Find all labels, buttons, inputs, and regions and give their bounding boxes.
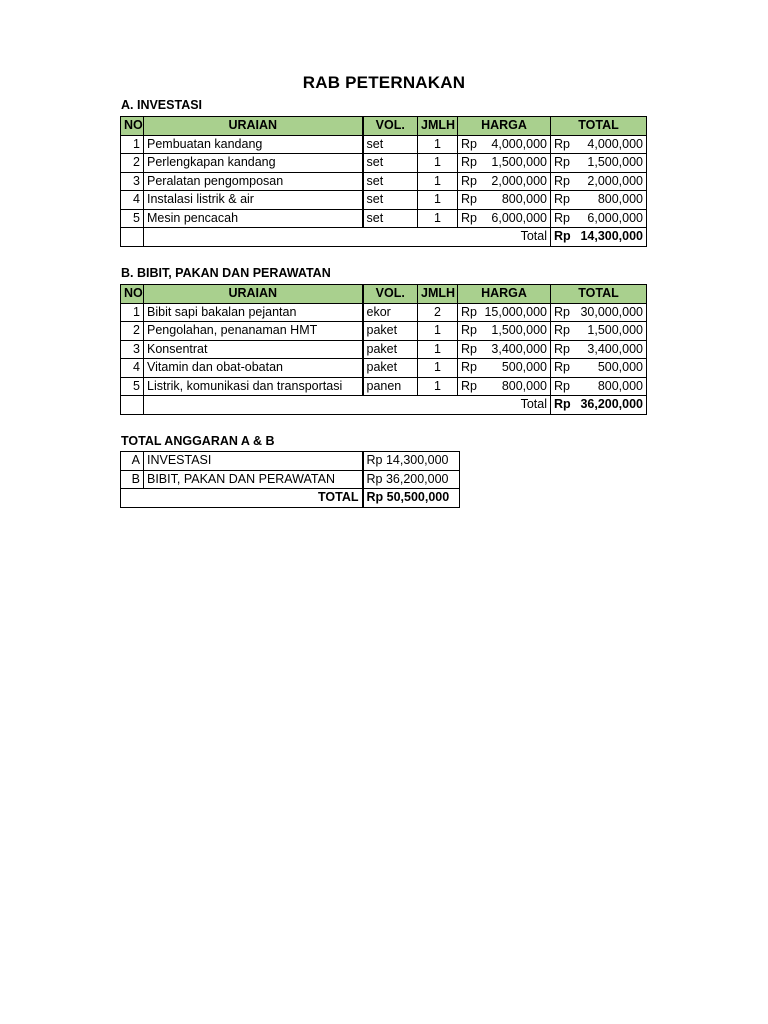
row-total-amount: 2,000,000 bbox=[587, 173, 643, 188]
summary-total-label: TOTAL bbox=[121, 489, 363, 508]
currency-label: Rp bbox=[461, 360, 477, 375]
currency-label: Rp bbox=[554, 173, 570, 188]
row-no: 5 bbox=[121, 209, 144, 228]
currency-label: Rp bbox=[554, 341, 570, 356]
row-total bbox=[551, 154, 647, 173]
row-uraian: Peralatan pengomposan bbox=[144, 172, 363, 191]
currency-label: Rp bbox=[461, 192, 477, 207]
total-label: Total bbox=[144, 228, 551, 247]
table-row bbox=[121, 172, 647, 191]
row-harga-amount: 1,500,000 bbox=[491, 323, 547, 338]
row-jmlh: 1 bbox=[418, 172, 458, 191]
row-vol: set bbox=[363, 135, 418, 154]
row-vol: set bbox=[363, 191, 418, 210]
header-no: NO bbox=[121, 117, 144, 136]
row-jmlh: 1 bbox=[418, 209, 458, 228]
currency-label: Rp bbox=[461, 155, 477, 170]
section-a-title: A. INVESTASI bbox=[121, 98, 203, 112]
currency-label: Rp bbox=[461, 378, 477, 393]
row-vol: set bbox=[363, 209, 418, 228]
row-total bbox=[551, 340, 647, 359]
currency-label: Rp bbox=[461, 173, 477, 188]
row-no: 2 bbox=[121, 322, 144, 341]
currency-label: Rp bbox=[554, 192, 570, 207]
row-jmlh: 1 bbox=[418, 377, 458, 396]
row-no: 1 bbox=[121, 303, 144, 322]
summary-total-row bbox=[121, 489, 460, 508]
summary-value: Rp 14,300,000 bbox=[363, 452, 460, 471]
currency-label: Rp bbox=[554, 210, 570, 225]
empty-cell bbox=[121, 228, 144, 247]
table-row bbox=[121, 340, 647, 359]
row-uraian: Pengolahan, penanaman HMT bbox=[144, 322, 363, 341]
row-jmlh: 2 bbox=[418, 303, 458, 322]
row-harga bbox=[458, 154, 551, 173]
currency-label: Rp bbox=[554, 229, 571, 244]
row-jmlh: 1 bbox=[418, 154, 458, 173]
bibit-table bbox=[120, 284, 647, 415]
row-no: 2 bbox=[121, 154, 144, 173]
currency-label: Rp bbox=[554, 304, 570, 319]
row-uraian: Konsentrat bbox=[144, 340, 363, 359]
currency-label: Rp bbox=[554, 155, 570, 170]
row-harga bbox=[458, 359, 551, 378]
row-harga-amount: 800,000 bbox=[501, 378, 547, 393]
row-uraian: Pembuatan kandang bbox=[144, 135, 363, 154]
row-jmlh: 1 bbox=[418, 322, 458, 341]
table-row bbox=[121, 135, 647, 154]
currency-label: Rp bbox=[461, 210, 477, 225]
header-harga: HARGA bbox=[458, 117, 551, 136]
row-harga bbox=[458, 191, 551, 210]
row-harga-amount: 800,000 bbox=[501, 192, 547, 207]
table-row bbox=[121, 209, 647, 228]
row-total-amount: 30,000,000 bbox=[580, 304, 643, 319]
row-harga bbox=[458, 377, 551, 396]
header-vol: VOL. bbox=[363, 117, 418, 136]
row-total-amount: 1,500,000 bbox=[587, 323, 643, 338]
row-vol: ekor bbox=[363, 303, 418, 322]
currency-label: Rp bbox=[554, 378, 570, 393]
row-harga-amount: 2,000,000 bbox=[491, 173, 547, 188]
table-row bbox=[121, 191, 647, 210]
row-uraian: Mesin pencacah bbox=[144, 209, 363, 228]
row-total-amount: 500,000 bbox=[597, 360, 643, 375]
header-jmlh: JMLH bbox=[418, 285, 458, 304]
row-uraian: Perlengkapan kandang bbox=[144, 154, 363, 173]
row-jmlh: 1 bbox=[418, 359, 458, 378]
row-harga bbox=[458, 322, 551, 341]
summary-code: A bbox=[121, 452, 144, 471]
row-total bbox=[551, 135, 647, 154]
summary-label: BIBIT, PAKAN DAN PERAWATAN bbox=[144, 470, 363, 489]
total-label: Total bbox=[144, 396, 551, 415]
total-row bbox=[121, 396, 647, 415]
table-row bbox=[121, 359, 647, 378]
section-b-title: B. BIBIT, PAKAN DAN PERAWATAN bbox=[121, 266, 331, 280]
row-total bbox=[551, 191, 647, 210]
page-title: RAB PETERNAKAN bbox=[302, 73, 466, 92]
row-no: 3 bbox=[121, 340, 144, 359]
header-no: NO bbox=[121, 285, 144, 304]
row-no: 5 bbox=[121, 377, 144, 396]
summary-value: Rp 36,200,000 bbox=[363, 470, 460, 489]
row-no: 4 bbox=[121, 359, 144, 378]
table-header-row bbox=[121, 117, 647, 136]
row-jmlh: 1 bbox=[418, 191, 458, 210]
total-value bbox=[551, 396, 647, 415]
row-vol: panen bbox=[363, 377, 418, 396]
currency-label: Rp bbox=[554, 360, 570, 375]
row-total bbox=[551, 303, 647, 322]
row-uraian: Bibit sapi bakalan pejantan bbox=[144, 303, 363, 322]
table-row bbox=[121, 322, 647, 341]
row-total-amount: 4,000,000 bbox=[587, 136, 643, 151]
row-harga-amount: 500,000 bbox=[501, 360, 547, 375]
header-uraian: URAIAN bbox=[144, 285, 363, 304]
row-harga bbox=[458, 303, 551, 322]
summary-table bbox=[120, 451, 460, 508]
row-uraian: Instalasi listrik & air bbox=[144, 191, 363, 210]
table-row bbox=[121, 154, 647, 173]
summary-total-value: Rp 50,500,000 bbox=[363, 489, 460, 508]
header-uraian: URAIAN bbox=[144, 117, 363, 136]
row-harga-amount: 1,500,000 bbox=[491, 155, 547, 170]
row-no: 1 bbox=[121, 135, 144, 154]
row-jmlh: 1 bbox=[418, 135, 458, 154]
table-row bbox=[121, 377, 647, 396]
total-amount: 14,300,000 bbox=[580, 229, 643, 244]
summary-label: INVESTASI bbox=[144, 452, 363, 471]
row-harga-amount: 15,000,000 bbox=[484, 304, 547, 319]
row-total-amount: 3,400,000 bbox=[587, 341, 643, 356]
currency-label: Rp bbox=[554, 136, 570, 151]
currency-label: Rp bbox=[461, 341, 477, 356]
header-total: TOTAL bbox=[551, 285, 647, 304]
table-header-row bbox=[121, 285, 647, 304]
row-harga bbox=[458, 340, 551, 359]
summary-row bbox=[121, 470, 460, 489]
currency-label: Rp bbox=[554, 397, 571, 412]
total-amount: 36,200,000 bbox=[580, 397, 643, 412]
row-no: 4 bbox=[121, 191, 144, 210]
currency-label: Rp bbox=[461, 136, 477, 151]
row-harga-amount: 3,400,000 bbox=[491, 341, 547, 356]
total-value bbox=[551, 228, 647, 247]
row-harga bbox=[458, 135, 551, 154]
row-harga-amount: 6,000,000 bbox=[491, 210, 547, 225]
row-total bbox=[551, 172, 647, 191]
header-total: TOTAL bbox=[551, 117, 647, 136]
header-vol: VOL. bbox=[363, 285, 418, 304]
table-row bbox=[121, 303, 647, 322]
row-harga bbox=[458, 209, 551, 228]
row-total bbox=[551, 209, 647, 228]
row-no: 3 bbox=[121, 172, 144, 191]
row-vol: set bbox=[363, 172, 418, 191]
row-total-amount: 6,000,000 bbox=[587, 210, 643, 225]
summary-row bbox=[121, 452, 460, 471]
row-harga bbox=[458, 172, 551, 191]
investasi-table bbox=[120, 116, 647, 247]
row-vol: paket bbox=[363, 340, 418, 359]
header-harga: HARGA bbox=[458, 285, 551, 304]
row-vol: paket bbox=[363, 359, 418, 378]
currency-label: Rp bbox=[461, 304, 477, 319]
row-uraian: Listrik, komunikasi dan transportasi bbox=[144, 377, 363, 396]
row-vol: paket bbox=[363, 322, 418, 341]
row-total-amount: 800,000 bbox=[597, 192, 643, 207]
row-total bbox=[551, 322, 647, 341]
row-harga-amount: 4,000,000 bbox=[491, 136, 547, 151]
row-total-amount: 800,000 bbox=[597, 378, 643, 393]
total-row bbox=[121, 228, 647, 247]
row-total bbox=[551, 359, 647, 378]
row-total-amount: 1,500,000 bbox=[587, 155, 643, 170]
header-jmlh: JMLH bbox=[418, 117, 458, 136]
row-vol: set bbox=[363, 154, 418, 173]
row-total bbox=[551, 377, 647, 396]
empty-cell bbox=[121, 396, 144, 415]
summary-code: B bbox=[121, 470, 144, 489]
currency-label: Rp bbox=[461, 323, 477, 338]
summary-title: TOTAL ANGGARAN A & B bbox=[121, 434, 275, 448]
currency-label: Rp bbox=[554, 323, 570, 338]
row-uraian: Vitamin dan obat-obatan bbox=[144, 359, 363, 378]
row-jmlh: 1 bbox=[418, 340, 458, 359]
